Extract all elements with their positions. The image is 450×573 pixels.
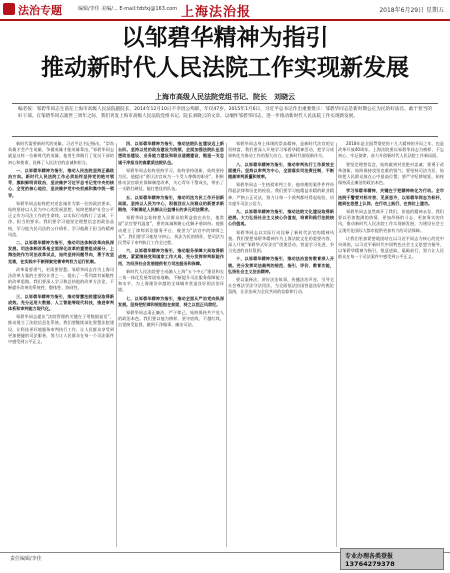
section-heading-paragraph: 二、以邹碧华精神为指引，推动司法体制改革向纵深发展。司法体制改革是全面深化改革的重要组成部分，上海法院作为司法改革试点，始终坚持问题导向，勇于攻坚克难，在实践中不断探索完善审判权力运行机制。 [8,240,114,264]
headline-line-1: 以邹碧华精神为指引 [121,25,329,51]
body-paragraph: 邹碧华同志清正廉洁、严于律己，始终保持共产党人的政治本色。我们要以他为榜样，坚守底线、不越红线，自觉接受监督，做到干净做事、廉洁司法。 [118,310,224,328]
column-divider [116,143,117,547]
footer-editor: 责任编辑/李佳 [10,556,42,562]
headline-line-2: 推动新时代人民法院工作实现新发展 [41,55,409,81]
section-heading-paragraph: 一、以邹碧华精神为指引，推动人民法院坚持正确政治方向。新时代人民法院工作必须始终坚持党的绝对领导，旗帜鲜明讲政治，坚决维护习近平总书记党中央的核心、全党的核心地位，坚决维护党中央权威和集中统一领导。 [8,167,114,198]
body-paragraph: 邹碧华同志始终把人民群众的利益放在首位，他常说“法官要有温度”，要用真诚和耐心化解矛盾纠纷。他推动建立了律师诉讼服务平台，被誉为“法官中的律师之友”。我们要学习他坚守初心、执法为民的情怀，把司法为民贯穿于审判执行工作全过程。 [118,215,224,246]
body-paragraph: 邹碧华同志一生热爱审判工作，他审理的案件件件经得起法律和历史的检验。我们要学习他精益求精的职业精神，严格公正司法，努力让每一个裁判都经得起检验，切实提升司法公信力。 [228,182,334,206]
body-paragraph: 要以案释法，讲好法治故事，传播法治声音，引导全社会尊法学法守法用法，为全面依法治国营造良好的舆论氛围，让法治成为全民共同的信仰和行动。 [228,277,334,295]
section-heading-paragraph: 三、以邹碧华精神为指引，推动智慧法院建设取得新成效。充分运用大数据、人工智能等现代科技，推进审判体系和审判能力现代化。 [8,293,114,312]
body-paragraph: 要坚定理想信念，始终做到对党绝对忠诚；要勇于改革创新，始终保持攻坚克难的锐气；要坚持司法为民，始终把人民群众放在心中最高位置；要严守纪律规矩，始终保持清正廉洁的政治本色。 [338,161,444,186]
body-paragraph: 邹碧华同志始终坚持学习，始终坚持创新，始终坚持为民。他提出“要让法官成为一个受人尊敬的职业”，积极推动法官职业保障制度改革，关心青年干警成长，带出了一支敢打硬仗、能打胜仗的队伍。 [118,167,224,192]
section-heading-paragraph: 八、以邹碧华精神为指引，推动审判执行工作质效全面提升。坚持以审判为中心，全面落实司法责任制，不断提高审判质量和效率。 [228,161,334,180]
section-heading-paragraph: 五、以邹碧华精神为指引，推动司法为民工作开创新局面。坚持以人民为中心，积极回应人民群众的新要求新期待，不断满足人民群众日益增长的多元司法需求。 [118,194,224,213]
article-column-4 [338,141,444,549]
column-divider [226,143,227,547]
section-heading-paragraph: 七、以邹碧华精神为指引，推动全面从严治党向纵深发展。坚持把纪律和规矩挺在前面，持之以恒正风肃纪。 [118,295,224,307]
section-title: 法治专题 [18,4,62,17]
section-logo-icon [3,3,15,15]
article-body [8,141,444,549]
body-paragraph: 改革需要勇气，更需要智慧。邹碧华同志作为上海司法改革方案的主要设计者之一，提出了一系列富有前瞻性的改革思路。我们要深入学习和总结他的改革方法论，不断提升改革的系统性、整体性、协同性。 [8,266,114,291]
editor-note-box [12,103,438,137]
section-heading-paragraph: 十、以邹碧华精神为指引，推动法治宣传教育深入开展。充分发挥司法裁判的规范、指引、评价、教育功能，弘扬社会主义法治精神。 [228,256,334,274]
body-paragraph: 邹碧华同志虽然离开了我们，但他的精神永存。我们要以更加饱满的热情、更加昂扬的斗志、更加务实的作风，推动新时代人民法院工作实现新发展，为建设社会主义现代化国际大都市提供更加有力的司法保障。 [338,209,444,233]
editor-note-text: 编者按：邹碧华同志生前任上海市高级人民法院副院长，2014年12月10日不幸因公殉职，年仅47岁。2015年1月6日，习近平总书记作出重要批示：邹碧华同志是新时期公正为民的好法官、敢于担当的好干部。在邹碧华同志逝世三周年之际，我们刊发上海市高级人民法院党组书记、院长刘晓云的文章，以缅怀邹碧华同志，进一步推动新时代人民法院工作实现新发展。 [18,107,432,119]
column-divider [336,143,337,547]
article-column-2 [118,141,224,549]
body-paragraph: 新时代人民法院要主动融入上海“五个中心”建设和长三角一体化发展等国家战略，不断提升司法服务保障能力和水平，为上海建设卓越的全球城市营造良好的法治环境。 [118,268,224,293]
article-column-3 [228,141,334,549]
body-paragraph: 邹碧华同志身上体现的崇高精神，是新时代法官的宝贵财富。我们要深入开展学习邹碧华精神活动，把学习成果转化为推动工作的强大动力，在新时代展现新作为。 [228,141,334,159]
body-paragraph: 邹碧华同志始终把对党忠诚作为第一位的政治要求，始终坚持以人民为中心的发展思想，始终把维护社会公平正义作为司法工作的生命线，以实际行动践行了忠诚、干净、担当的要求。我们要学习他坚定理想信念的政治品格，学习他为民司法的公仆情怀，学习他敢于担当的精神风范。 [8,200,114,237]
body-paragraph: 新时代需要新时代的英雄。习近平总书记指出，“崇尚英雄才会产生英雄，争做英雄才能英雄辈出。”邹碧华同志就是这样一位新时代的英雄。他用生命践行了党员干部的初心和使命，诠释了人民法官的忠诚和担当。 [8,141,114,165]
issue-date: 2018年6月29日 星期五 [379,7,444,14]
ad-title: 专业办理各类登报 [345,553,394,560]
body-paragraph: 邹碧华同志提出“法院管理的关键在于用数据说话”，推动建立了法院信息化系统。我们要继续深化智慧法院建设，让科技更好地服务审判执行工作，让人民群众享受到更加便捷的司法服务，努力让人民群众在每一个司法案件中感受到公平正义。 [8,314,114,345]
masthead: 上海法治报 [181,5,252,20]
ad-phone: 13764279378 [345,560,395,568]
editor-info: 编辑/李佳 美编/... E-mail:fzbfxj@163.com [78,6,178,12]
body-paragraph: 2018年是全面贯彻党的十九大精神的开局之年，也是改革开放40周年。上海法院要以邹碧华同志为榜样，不忘初心、牢记使命，奋力开创新时代人民法院工作新局面。 [338,141,444,159]
section-heading-paragraph: 九、以邹碧华精神为指引，推动法院文化建设取得新进展。大力弘扬社会主义核心价值观，培育和践行法院核心价值观。 [228,209,334,227]
author-byline: 上海市高级人民法院党组书记、院长 刘晓云 [155,93,295,101]
body-paragraph: 邹碧华同志以实际行动诠释了新时代法官的精神风貌。我们要把邹碧华精神作为上海法院文化的重要内容，深入开展“邹碧华式好法官”创建活动，营造学习先进、争当先进的良好氛围。 [228,229,334,254]
article-column-1 [8,141,114,549]
section-heading-paragraph: 四、以邹碧华精神为指引，推动法院队伍建设迈上新台阶。坚持以党的政治建设为统领，全面加强法院队伍思想政治建设、业务能力建设和职业道德建设，锻造一支忠诚干净担当的高素质法院队伍。 [118,141,224,165]
page-header [0,0,450,21]
classified-ad [340,548,444,570]
body-paragraph: 让我们更加紧密地团结在以习近平同志为核心的党中央周围，以习近平新时代中国特色社会主义思想为指导，以邹碧华精神为指引，锐意进取、砥砺前行，努力让人民群众在每一个司法案件中感受到公平正义。 [338,235,444,260]
section-heading-paragraph: 学习邹碧华精神，关键在于把精神转化为行动。全市法院干警要对标对表、见贤思齐，以邹碧华同志为标杆，做到在思想上认同、在行动上践行、在岗位上建功。 [338,188,444,206]
section-heading-paragraph: 六、以邹碧华精神为指引，推动服务保障大局取得新成效。紧紧围绕党和国家工作大局，充分发挥审判职能作用，为经济社会发展提供有力司法服务和保障。 [118,248,224,266]
